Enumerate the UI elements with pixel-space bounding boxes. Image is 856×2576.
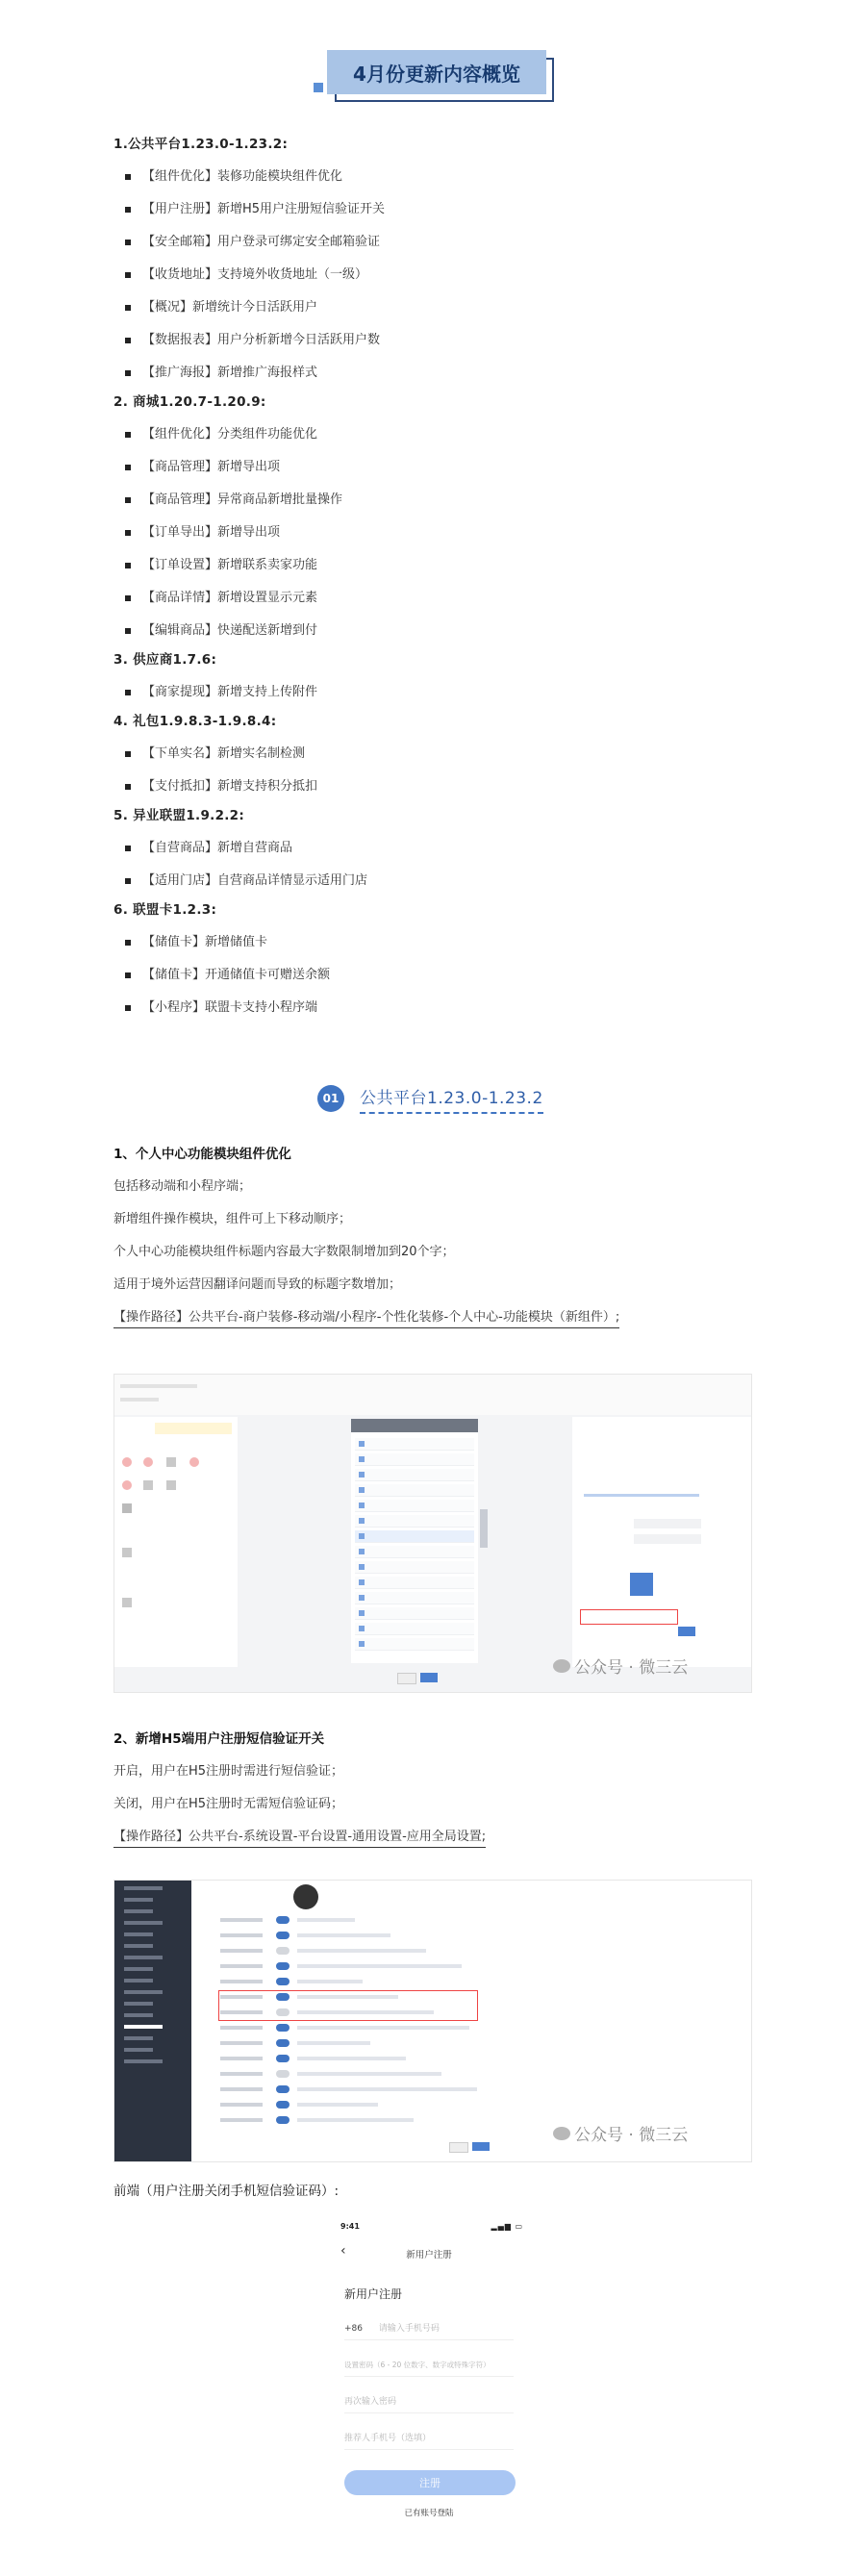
preview-menu-row <box>355 1638 474 1651</box>
setting-label <box>220 1933 263 1937</box>
menu-row-icon <box>359 1626 365 1631</box>
register-button[interactable]: 注册 <box>344 2470 516 2495</box>
password-field[interactable]: 设置密码（6 - 20 位数字、数字或特殊字符） <box>344 2355 514 2377</box>
setting-toggle <box>276 1932 290 1939</box>
feature-heading: 2、新增H5端用户注册短信验证开关 <box>113 1731 325 1747</box>
preview-menu-row <box>355 1546 474 1558</box>
feature-line: 新增组件操作模块，组件可上下移动顺序； <box>113 1212 352 1226</box>
title-accent-square <box>314 83 323 92</box>
country-code[interactable]: +86 <box>344 2324 363 2334</box>
setting-label <box>220 2041 263 2045</box>
preview-menu-row <box>355 1577 474 1589</box>
setting-label <box>220 1949 263 1953</box>
sidebar-menu-item <box>124 1956 163 1959</box>
setting-toggle <box>276 2085 290 2093</box>
phone-placeholder: 请输入手机号码 <box>378 2324 440 2334</box>
summary-list-item: 【用户注册】新增H5用户注册短信验证开关 <box>113 200 787 219</box>
sidebar-menu-item <box>124 1967 153 1971</box>
phone-register-screen <box>321 2222 537 2549</box>
notice-tag <box>155 1423 232 1434</box>
setting-description <box>297 1949 426 1953</box>
sidebar-menu-item <box>124 1898 153 1902</box>
feature-line: 包括移动端和小程序端； <box>113 1179 252 1194</box>
menu-row-icon <box>359 1641 365 1647</box>
feature-heading: 1、个人中心功能模块组件优化 <box>113 1147 291 1162</box>
preview-menu-row <box>355 1453 474 1466</box>
menu-row-icon <box>359 1487 365 1493</box>
summary-list-item: 【安全邮箱】用户登录可绑定安全邮箱验证 <box>113 233 787 252</box>
summary-list-item: 【编辑商品】快递配送新增到付 <box>113 621 787 641</box>
icon-preview <box>630 1573 653 1596</box>
sidebar-menu-item <box>124 1944 153 1948</box>
summary-list-item: 【商品管理】异常商品新增批量操作 <box>113 491 787 510</box>
sidebar-menu-item <box>124 2036 153 2040</box>
summary-section-heading: 4. 礼包1.9.8.3-1.9.8.4: <box>113 714 277 729</box>
summary-list-item: 【储值卡】新增储值卡 <box>113 933 787 952</box>
preview-scrollbar <box>480 1509 488 1548</box>
summary-list-item: 【订单导出】新增导出项 <box>113 523 787 543</box>
section-badge <box>317 1079 543 1118</box>
phone-field[interactable] <box>344 2318 514 2340</box>
preview-menu-row <box>355 1623 474 1635</box>
summary-list-item: 【概况】新增统计今日活跃用户 <box>113 298 787 317</box>
setting-label <box>220 2057 263 2060</box>
watermark: 公众号 · 微三云 <box>553 1654 688 1678</box>
setting-description <box>297 2072 441 2076</box>
setting-toggle <box>276 2055 290 2062</box>
summary-list-item: 【商品详情】新增设置显示元素 <box>113 589 787 608</box>
sidebar-menu-item <box>124 1979 153 1983</box>
page-title-banner <box>327 50 556 104</box>
setting-description <box>297 2026 469 2030</box>
confirm-password-field[interactable]: 再次输入密码 <box>344 2391 514 2413</box>
preview-menu-row <box>355 1515 474 1528</box>
setting-toggle <box>276 1962 290 1970</box>
status-time: 9:41 <box>340 2222 360 2231</box>
section-number: 01 <box>317 1085 344 1112</box>
summary-section-heading: 6. 联盟卡1.2.3: <box>113 902 217 918</box>
setting-description <box>297 2041 370 2045</box>
operation-path: 【操作路径】公共平台-系统设置-平台设置-通用设置-应用全局设置; <box>113 1828 486 1848</box>
setting-label <box>220 1980 263 1983</box>
summary-list-item: 【小程序】联盟卡支持小程序端 <box>113 998 787 1018</box>
setting-label <box>220 2072 263 2076</box>
feature-sms-verification <box>113 1730 787 1848</box>
summary-list-item: 【推广海报】新增推广海报样式 <box>113 364 787 383</box>
login-link[interactable]: 已有账号登陆 <box>404 2509 454 2518</box>
referrer-field[interactable]: 推荐人手机号（选填） <box>344 2428 514 2450</box>
summary-section-heading: 3. 供应商1.7.6: <box>113 652 217 668</box>
setting-description <box>297 2057 406 2060</box>
feature-line: 关闭，用户在H5注册时无需短信验证码； <box>113 1797 344 1811</box>
feature-line: 开启，用户在H5注册时需进行短信验证； <box>113 1764 344 1779</box>
sidebar-menu-item <box>124 1932 153 1936</box>
preview-menu-row <box>355 1500 474 1512</box>
wechat-icon <box>553 2127 570 2140</box>
summary-list-item: 【适用门店】自营商品详情显示适用门店 <box>113 871 787 891</box>
page-title: 4月份更新内容概览 <box>327 50 546 94</box>
register-heading: 新用户注册 <box>344 2287 403 2301</box>
sidebar-menu-item <box>124 2013 153 2017</box>
back-chevron-icon[interactable]: ‹ <box>340 2243 346 2259</box>
menu-row-icon <box>359 1503 365 1508</box>
avatar <box>293 1884 318 1909</box>
sidebar-menu-item <box>124 2002 153 2006</box>
menu-row-icon <box>359 1564 365 1570</box>
setting-description <box>297 2103 378 2107</box>
setting-description <box>297 1980 363 1983</box>
feature-line: 适用于境外运营因翻译问题而导致的标题字数增加； <box>113 1277 402 1292</box>
feature-personal-center <box>113 1145 787 1328</box>
setting-description <box>297 2118 414 2122</box>
menu-row-icon <box>359 1456 365 1462</box>
setting-label <box>220 2103 263 2107</box>
setting-toggle <box>276 2039 290 2047</box>
summary-list-item: 【下单实名】新增实名制检测 <box>113 745 787 764</box>
sidebar-menu-item <box>124 2025 163 2029</box>
setting-toggle <box>276 1947 290 1955</box>
setting-toggle <box>276 2024 290 2032</box>
preview-menu-row <box>355 1592 474 1604</box>
component-panel <box>114 1417 238 1667</box>
watermark: 公众号 · 微三云 <box>553 2121 688 2145</box>
frontend-caption-block <box>113 2182 787 2201</box>
sidebar-menu-item <box>124 2048 153 2052</box>
summary-list-item: 【组件优化】装修功能模块组件优化 <box>113 167 787 187</box>
summary-list-item: 【数据报表】用户分析新增今日活跃用户数 <box>113 331 787 350</box>
setting-label <box>220 2087 263 2091</box>
summary-list-item: 【商品管理】新增导出项 <box>113 458 787 477</box>
setting-label <box>220 1964 263 1968</box>
sidebar-menu-item <box>124 1886 163 1890</box>
sidebar-menu-item <box>124 1990 163 1994</box>
wechat-icon <box>553 1659 570 1673</box>
menu-row-icon <box>359 1518 365 1524</box>
summary-section-heading: 1.公共平台1.23.0-1.23.2: <box>113 137 289 152</box>
setting-toggle <box>276 2070 290 2078</box>
highlight-box <box>218 1990 478 2021</box>
setting-description <box>297 1918 355 1922</box>
summary-list-item: 【支付抵扣】新增支持积分抵扣 <box>113 777 787 796</box>
summary-list-item: 【自营商品】新增自营商品 <box>113 839 787 858</box>
setting-description <box>297 1933 390 1937</box>
setting-toggle <box>276 2116 290 2124</box>
setting-description <box>297 1964 462 1968</box>
signal-battery-icon: ▂▄▆ ▭ <box>491 2222 523 2231</box>
preview-menu-row <box>355 1530 474 1543</box>
highlight-box <box>580 1609 678 1625</box>
setting-label <box>220 1918 263 1922</box>
section-title: 公共平台1.23.0-1.23.2 <box>360 1084 543 1114</box>
menu-row-icon <box>359 1579 365 1585</box>
setting-description <box>297 2087 477 2091</box>
phone-preview-header <box>351 1419 478 1432</box>
setting-label <box>220 2118 263 2122</box>
sidebar-menu-item <box>124 1921 163 1925</box>
setting-toggle <box>276 1916 290 1924</box>
nav-title: 新用户注册 <box>406 2250 452 2260</box>
frontend-caption: 前端（用户注册关闭手机短信验证码）: <box>113 2184 340 2199</box>
sidebar-menu-item <box>124 1909 153 1913</box>
menu-row-icon <box>359 1549 365 1554</box>
sidebar-menu-item <box>124 2059 163 2063</box>
summary-section-heading: 5. 异业联盟1.9.2.2: <box>113 808 245 823</box>
menu-row-icon <box>359 1472 365 1477</box>
setting-toggle <box>276 2101 290 2109</box>
update-summary-list <box>113 131 787 1018</box>
preview-menu-row <box>355 1561 474 1574</box>
summary-section-heading: 2. 商城1.20.7-1.20.9: <box>113 394 266 410</box>
menu-row-icon <box>359 1441 365 1447</box>
summary-list-item: 【储值卡】开通储值卡可赠送余额 <box>113 966 787 985</box>
preview-menu-row <box>355 1469 474 1481</box>
decoration-editor-screenshot <box>113 1374 752 1693</box>
setting-label <box>220 2026 263 2030</box>
feature-line: 个人中心功能模块组件标题内容最大字数限制增加到20个字； <box>113 1245 455 1259</box>
editor-breadcrumb-bar <box>114 1375 751 1415</box>
preview-menu-row <box>355 1438 474 1451</box>
operation-path: 【操作路径】公共平台-商户装修-移动端/小程序-个性化装修-个人中心-功能模块（新组件）; <box>113 1308 619 1328</box>
global-settings-screenshot <box>113 1880 752 2162</box>
menu-row-icon <box>359 1595 365 1601</box>
preview-menu-row <box>355 1484 474 1497</box>
summary-list-item: 【收货地址】支持境外收货地址（一级） <box>113 265 787 285</box>
summary-list-item: 【订单设置】新增联系卖家功能 <box>113 556 787 575</box>
preview-menu-row <box>355 1607 474 1620</box>
menu-row-icon <box>359 1610 365 1616</box>
setting-toggle <box>276 1978 290 1985</box>
menu-row-icon <box>359 1533 365 1539</box>
summary-list-item: 【组件优化】分类组件功能优化 <box>113 425 787 444</box>
summary-list-item: 【商家提现】新增支持上传附件 <box>113 683 787 702</box>
